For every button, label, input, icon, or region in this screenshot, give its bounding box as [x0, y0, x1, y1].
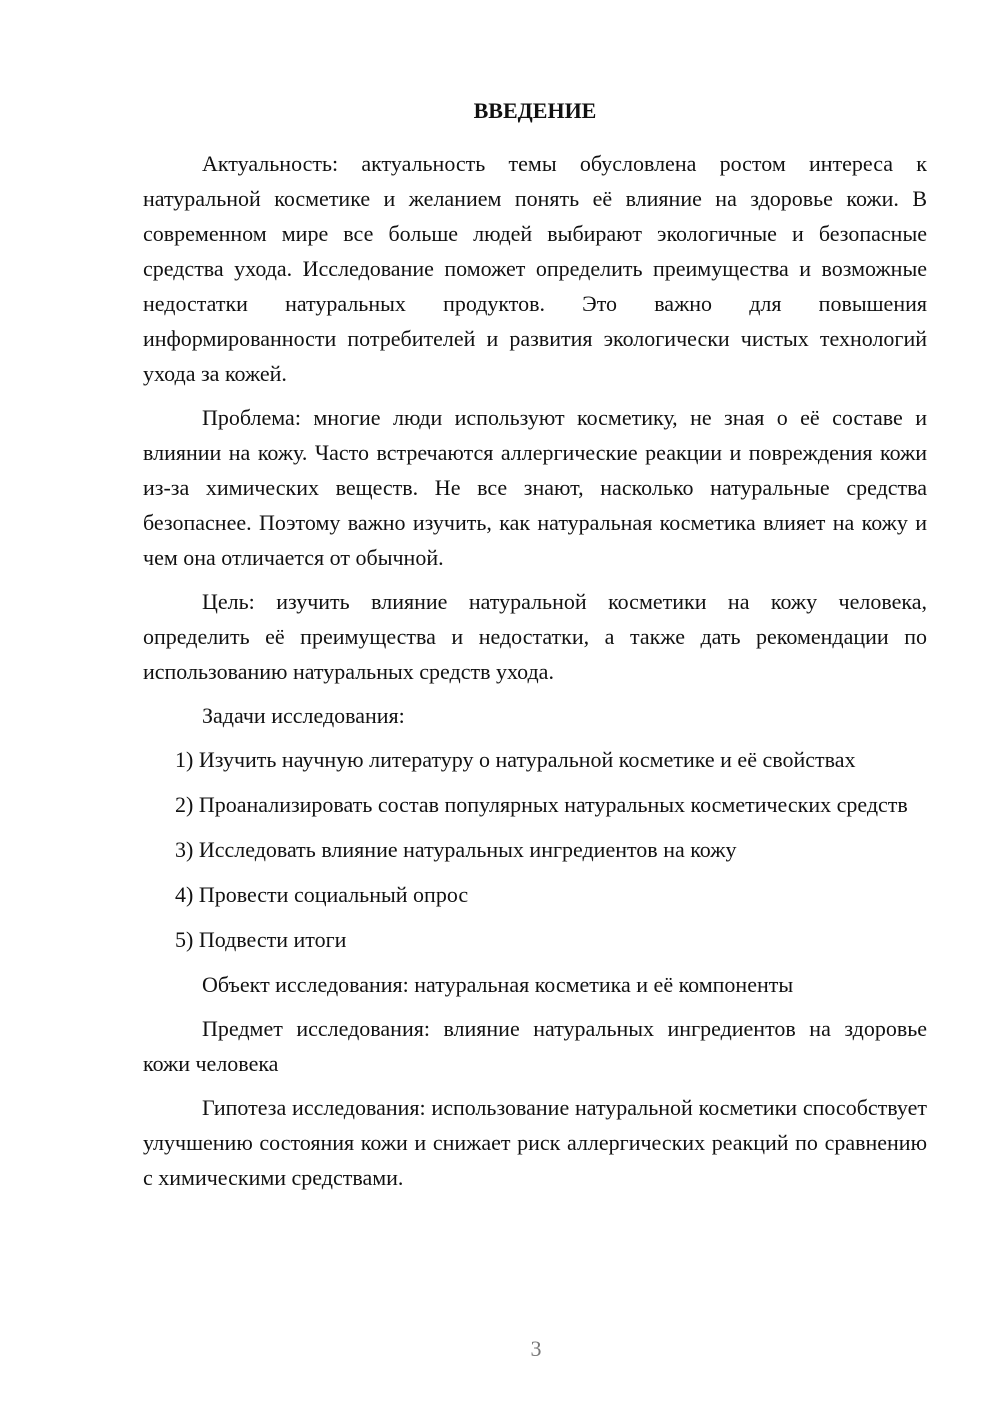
task-item: 2) Проанализировать состав популярных натуральных косметических средств	[175, 792, 908, 817]
task-item: 1) Изучить научную литературу о натуральной косметике и её свойствах	[175, 747, 856, 772]
subject-paragraph: Предмет исследования: влияние натуральных ингредиентов на здоровье кожи человека	[143, 1016, 927, 1076]
hypothesis-paragraph: Гипотеза исследования: использование натуральной косметики способствует улучшению состояния кожи и снижает риск аллергических реакций по сравнению с химическими средствами.	[143, 1095, 927, 1190]
relevance-paragraph: Актуальность: актуальность темы обусловлена ростом интереса к натуральной косметике и желанием понять её влияние на здоровье кожи. В современном мире все больше людей выбирают экологичные и безопасные средства ухода. Исследование поможет определить преимущества и возможные недостатки натуральных продуктов. Это важно для повышения информированности потребителей и развития экологически чистых технологий ухода за кожей.	[143, 151, 927, 386]
task-item: 4) Провести социальный опрос	[175, 882, 469, 907]
page-content	[143, 93, 927, 1204]
problem-paragraph: Проблема: многие люди используют косметику, не зная о её составе и влиянии на кожу. Часто встречаются аллергические реакции и повреждения кожи из-за химических веществ. Не все знают, насколько натуральные средства безопаснее. Поэтому важно изучить, как натуральная косметика влияет на кожу и чем она отличается от обычной.	[143, 405, 927, 570]
page-number: 3	[530, 1336, 542, 1361]
section-title: ВВЕДЕНИЕ	[473, 98, 597, 123]
goal-paragraph: Цель: изучить влияние натуральной косметики на кожу человека, определить её преимущества и недостатки, а также дать рекомендации по использованию натуральных средств ухода.	[143, 589, 927, 684]
task-item: 3) Исследовать влияние натуральных ингредиентов на кожу	[175, 837, 737, 862]
object-paragraph: Объект исследования: натуральная косметика и её компоненты	[202, 972, 794, 997]
tasks-heading: Задачи исследования:	[202, 703, 405, 728]
task-item: 5) Подвести итоги	[175, 927, 347, 952]
